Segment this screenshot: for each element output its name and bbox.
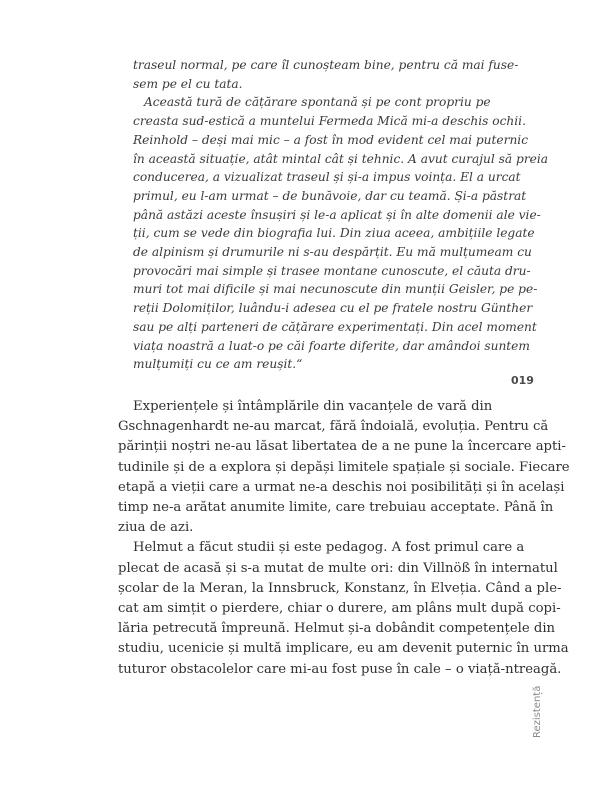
body-line: etapă a vieții care a urmat ne-a deschis noi posibilități și în același (118, 479, 565, 495)
body-text-block (118, 397, 570, 680)
quote-line: sem pe el cu tata. (133, 76, 243, 91)
body-line: tuturor obstacolelor care mi-au fost puse în cale – o viață-ntreagă. (118, 661, 562, 677)
quote-line: Această tură de cățărare spontană și pe cont propriu pe (144, 95, 491, 110)
quote-line: conducerea, a vizualizat traseul și și-a impus voința. El a urcat (133, 170, 521, 185)
body-line: Experiențele și întâmplările din vacanțele de vară din (133, 399, 493, 414)
body-line: studiu, ucenicie și multă implicare, eu am devenit puternic în urma (118, 641, 569, 657)
quote-line: traseul normal, pe care îl cunoșteam bine, pentru că mai fuse- (133, 58, 519, 72)
body-line: școlar de la Meran, la Innsbruck, Konstanz, în Elveția. Când a ple- (118, 580, 562, 596)
body-line: cat am simțit o pierdere, chiar o durere, am plâns mult după copi- (118, 601, 561, 617)
quote-line: viața noastră a luat-o pe căi foarte diferite, dar amândoi suntem (133, 338, 530, 353)
quote-line: creasta sud-estică a muntelui Fermeda Mică mi-a deschis ochii. (133, 114, 526, 129)
quote-line: până astăzi aceste însușiri și le-a aplicat și în alte domenii ale vie- (133, 207, 541, 222)
quote-line: ții, cum se vede din biografia lui. Din ziua aceea, ambițiile legate (133, 226, 535, 241)
quote-line: reții Dolomiților, luându-i adesea cu el pe fratele nostru Günther (133, 301, 533, 316)
body-line: părinții noștri ne-au lăsat libertatea de a ne pune la încercare apti- (118, 439, 566, 455)
running-head: Rezistență (532, 685, 543, 738)
quote-line: Reinhold – deși mai mic – a fost în mod evident cel mai puternic (133, 132, 529, 147)
quote-line: de alpinism și drumurile ni s-au despărțit. Eu mă mulțumeam cu (133, 245, 532, 260)
italic-quote-block (133, 56, 549, 374)
body-line: lăria petrecută împreună. Helmut și-a dobândit competențele din (118, 621, 556, 637)
body-line: Helmut a făcut studii și este pedagog. A fost primul care a (133, 540, 525, 556)
quote-line: primul, eu l-am urmat – de bunăvoie, dar cu teamă. Și-a păstrat (133, 188, 527, 203)
quote-line: mulțumiți cu ce am reușit.“ (133, 357, 303, 372)
quote-line: în această situație, atât mintal cât și tehnic. A avut curajul să preia (133, 151, 549, 166)
body-line: ziua de azi. (118, 520, 194, 536)
quote-line: provocări mai simple și trasee montane cunoscute, el căuta dru- (133, 263, 531, 278)
body-line: plecat de acasă și s-a mutat de multe ori: din Villnöß în internatul (118, 560, 558, 576)
quote-line: muri tot mai dificile și mai necunoscute din munții Geisler, pe pe- (133, 282, 538, 297)
body-line: tudinile și de a explora și depăși limitele spațiale și sociale. Fiecare (118, 459, 570, 475)
quote-line: sau pe alți parteneri de cățărare experimentați. Din acel moment (133, 319, 537, 334)
body-line: Gschnagenhardt ne-au marcat, fără îndoială, evoluția. Pentru că (118, 419, 549, 435)
body-line: timp ne-a arătat anumite limite, care trebuiau acceptate. Până în (118, 500, 554, 516)
page-number: 019 (511, 374, 534, 387)
